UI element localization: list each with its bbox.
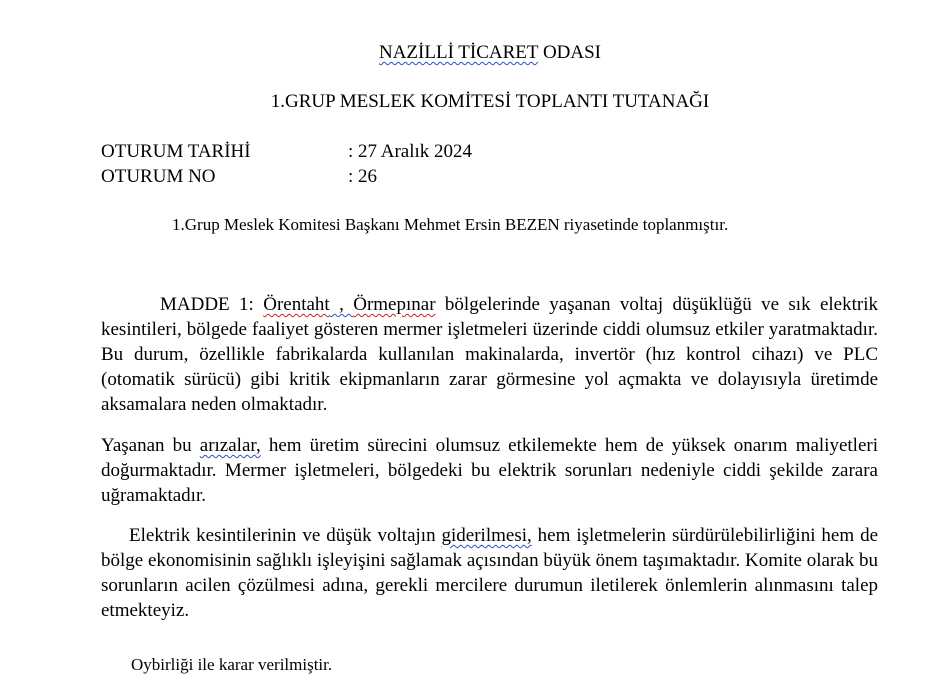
chair-statement: 1.Grup Meslek Komitesi Başkanı Mehmet Ersin BEZEN riyasetinde toplanmıştır. (172, 215, 729, 234)
paragraph-3 (101, 523, 878, 623)
session-number-label: OTURUM NO (101, 166, 216, 187)
paragraph-3-start: Elektrik kesintilerinin ve düşük voltajın (129, 525, 442, 546)
paragraph-2 (101, 433, 878, 508)
closing-statement: Oybirliği ile karar verilmiştir. (131, 655, 333, 674)
article-1-place-2: Örmepınar (353, 294, 436, 315)
committee-title: 1.GRUP MESLEK KOMİTESİ TOPLANTI TUTANAĞI (270, 91, 710, 112)
article-1-separator: , (329, 294, 354, 315)
session-number-value: : 26 (348, 166, 378, 187)
session-date-row (101, 140, 472, 164)
organization-title (0, 41, 952, 65)
organization-name-marked: NAZİLLİ TİCARET (378, 42, 539, 63)
paragraph-3-text: hem işletmelerin sürdürülebilirliğini hem de bölge ekonomisinin sağlıklı işleyişini sağlamak açısından büyük önem taşımaktadır. Komite olarak bu sorunların acilen çözülmesi adına, gerekli mercilere durumun iletilerek önlemlerin alınmasını talep etmekteyiz. (101, 525, 879, 621)
organization-name-rest: ODASI (538, 42, 601, 63)
paragraph-2-text: hem üretim sürecini olumsuz etkilemekte hem de yüksek onarım maliyetleri doğurmaktadır. Mermer işletmeleri, bölgedeki bu elektrik sorunları nedeniyle ciddi şekilde zarara uğramaktadır. (101, 435, 878, 506)
paragraph-2-marked-word: arızalar, (199, 435, 261, 456)
session-date-value: : 27 Aralık 2024 (348, 141, 473, 162)
paragraph-3-marked-word: giderilmesi, (441, 525, 532, 546)
article-1-paragraph (101, 292, 878, 417)
article-1-prefix: MADDE 1: (160, 294, 264, 315)
article-1-text: bölgelerinde yaşanan voltaj düşüklüğü ve sık elektrik kesintileri, bölgede faaliyet gösteren mermer işletmeleri üzerinde ciddi olumsuz etkiler yaratmaktadır. Bu durum, özellikle fabrikalarda kullanılan makinalarda, invertör (hız kontrol cihazı) ve PLC (otomatik sürücü) gibi kritik ekipmanların zarar görmesine yol açmakta ve dolayısıyla üretimde aksamalara neden olmaktadır. (101, 294, 878, 415)
session-date-label: OTURUM TARİHİ (101, 141, 251, 162)
session-number-row (101, 165, 377, 189)
article-1-place-1: Örentaht (263, 294, 330, 315)
paragraph-2-start: Yaşanan bu (101, 435, 200, 456)
